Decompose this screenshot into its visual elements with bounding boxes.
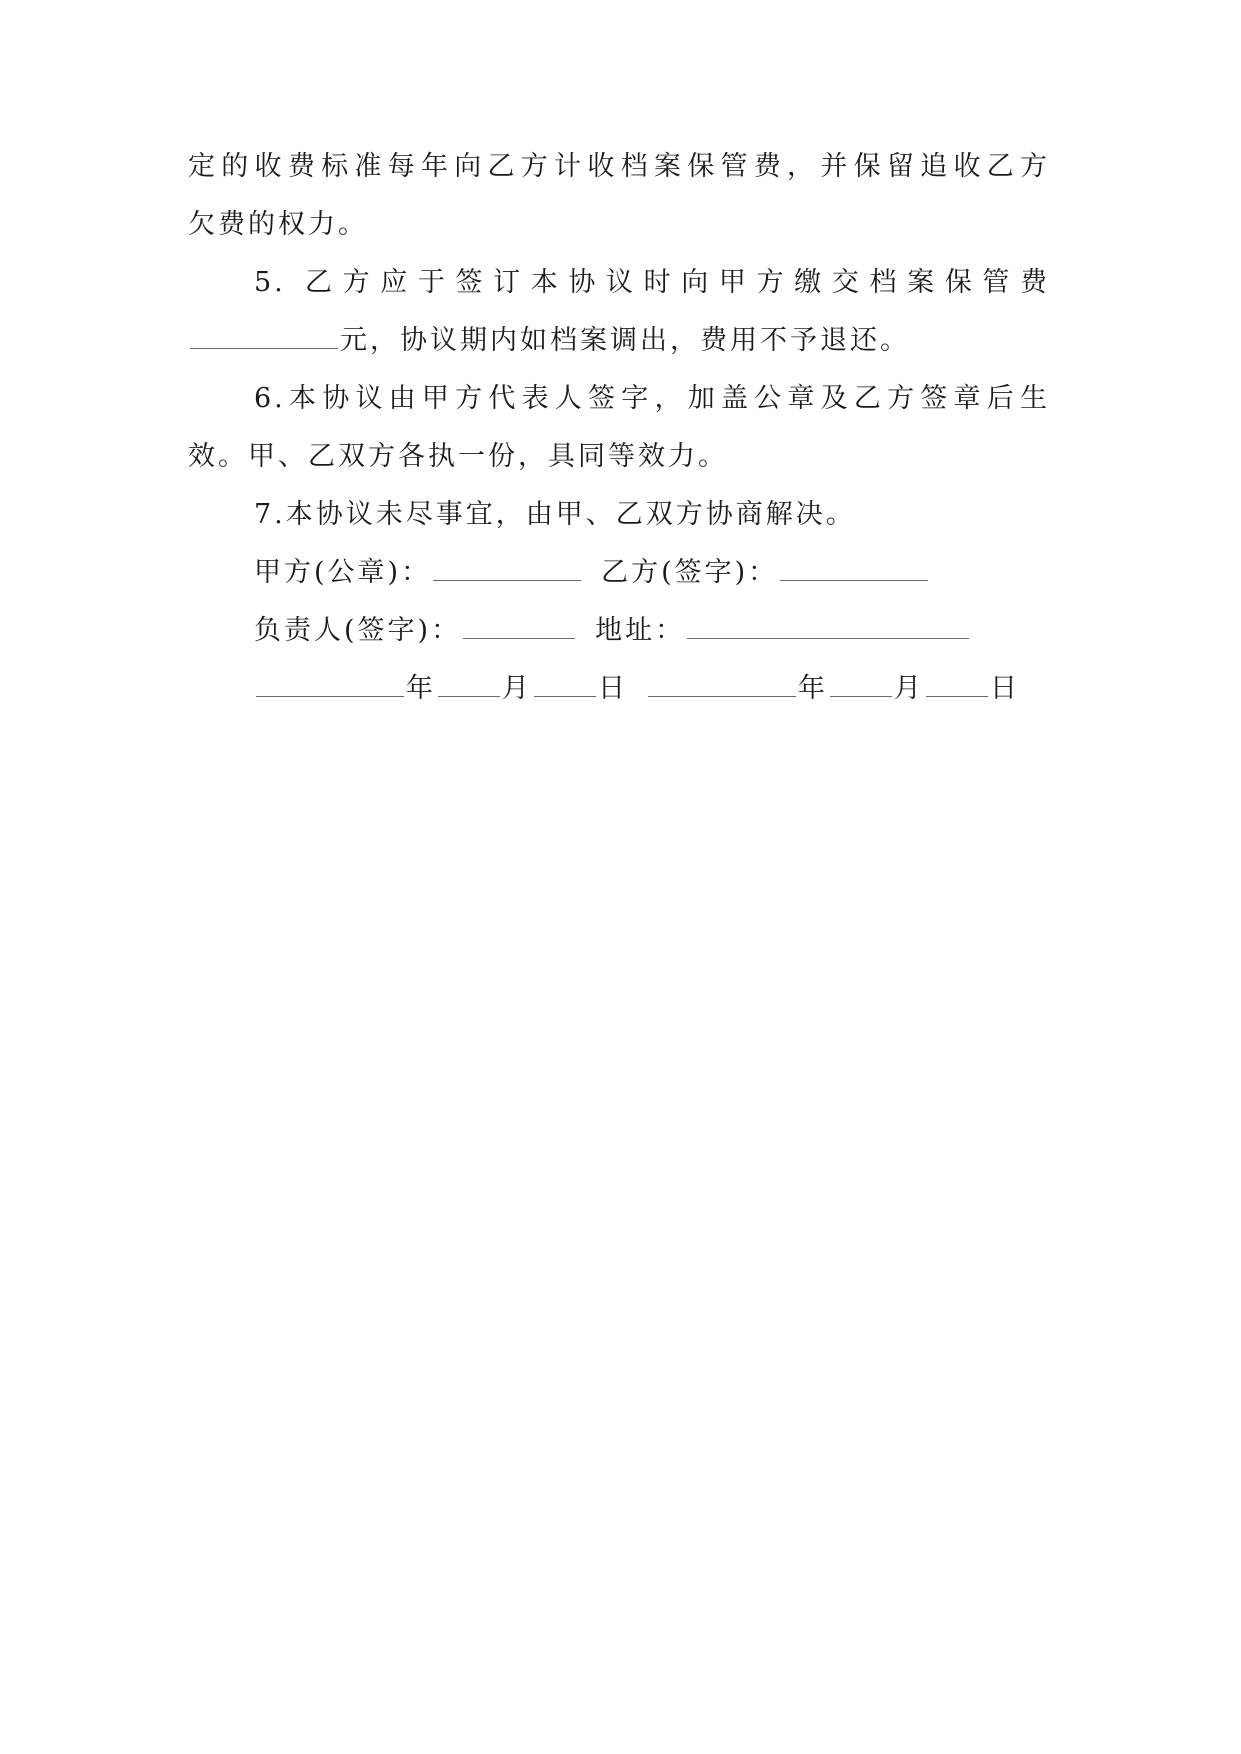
party-b-signature-label: 乙方(签字)： xyxy=(601,557,779,588)
address-label: 地址： xyxy=(595,615,686,646)
party-a-month-label: 月 xyxy=(502,673,532,704)
clause-4-continuation-line-2: 欠费的权力。 xyxy=(188,209,368,240)
party-b-month-label: 月 xyxy=(894,673,924,704)
responsible-person-blank[interactable] xyxy=(463,610,575,639)
clause-6-line-2: 效。甲、乙双方各执一份，具同等效力。 xyxy=(188,441,728,472)
signature-row-dates xyxy=(188,660,1050,718)
party-a-month-blank[interactable] xyxy=(438,668,500,697)
party-b-month-blank[interactable] xyxy=(830,668,892,697)
party-b-year-blank[interactable] xyxy=(648,668,796,697)
signature-row-person-address xyxy=(188,602,1050,660)
party-a-year-blank[interactable] xyxy=(256,668,404,697)
address-blank[interactable] xyxy=(687,610,969,639)
document-body xyxy=(188,138,1050,718)
party-a-day-label: 日 xyxy=(598,673,628,704)
party-b-year-label: 年 xyxy=(798,673,828,704)
responsible-person-label: 负责人(签字)： xyxy=(254,615,462,646)
clause-6-line-1: 6.本协议由甲方代表人签字，加盖公章及乙方签章后生 xyxy=(254,383,1050,414)
party-a-day-blank[interactable] xyxy=(534,668,596,697)
party-a-seal-label: 甲方(公章)： xyxy=(254,557,432,588)
party-b-day-label: 日 xyxy=(990,673,1020,704)
party-b-day-blank[interactable] xyxy=(926,668,988,697)
clause-5-line-2-text: 元，协议期内如档案调出，费用不予退还。 xyxy=(340,325,910,356)
fee-amount-blank[interactable] xyxy=(190,320,338,349)
party-a-year-label: 年 xyxy=(406,673,436,704)
clause-4-continuation-line-1: 定的收费标准每年向乙方计收档案保管费，并保留追收乙方 xyxy=(188,151,1050,182)
clause-5-line-1: 5. 乙方应于签订本协议时向甲方缴交档案保管费 xyxy=(254,267,1050,298)
party-b-signature-blank[interactable] xyxy=(780,552,928,581)
party-a-seal-blank[interactable] xyxy=(433,552,581,581)
signature-row-parties xyxy=(188,544,1050,602)
clause-5-line-2 xyxy=(188,312,1050,370)
clause-7: 7.本协议未尽事宜，由甲、乙双方协商解决。 xyxy=(254,499,856,530)
